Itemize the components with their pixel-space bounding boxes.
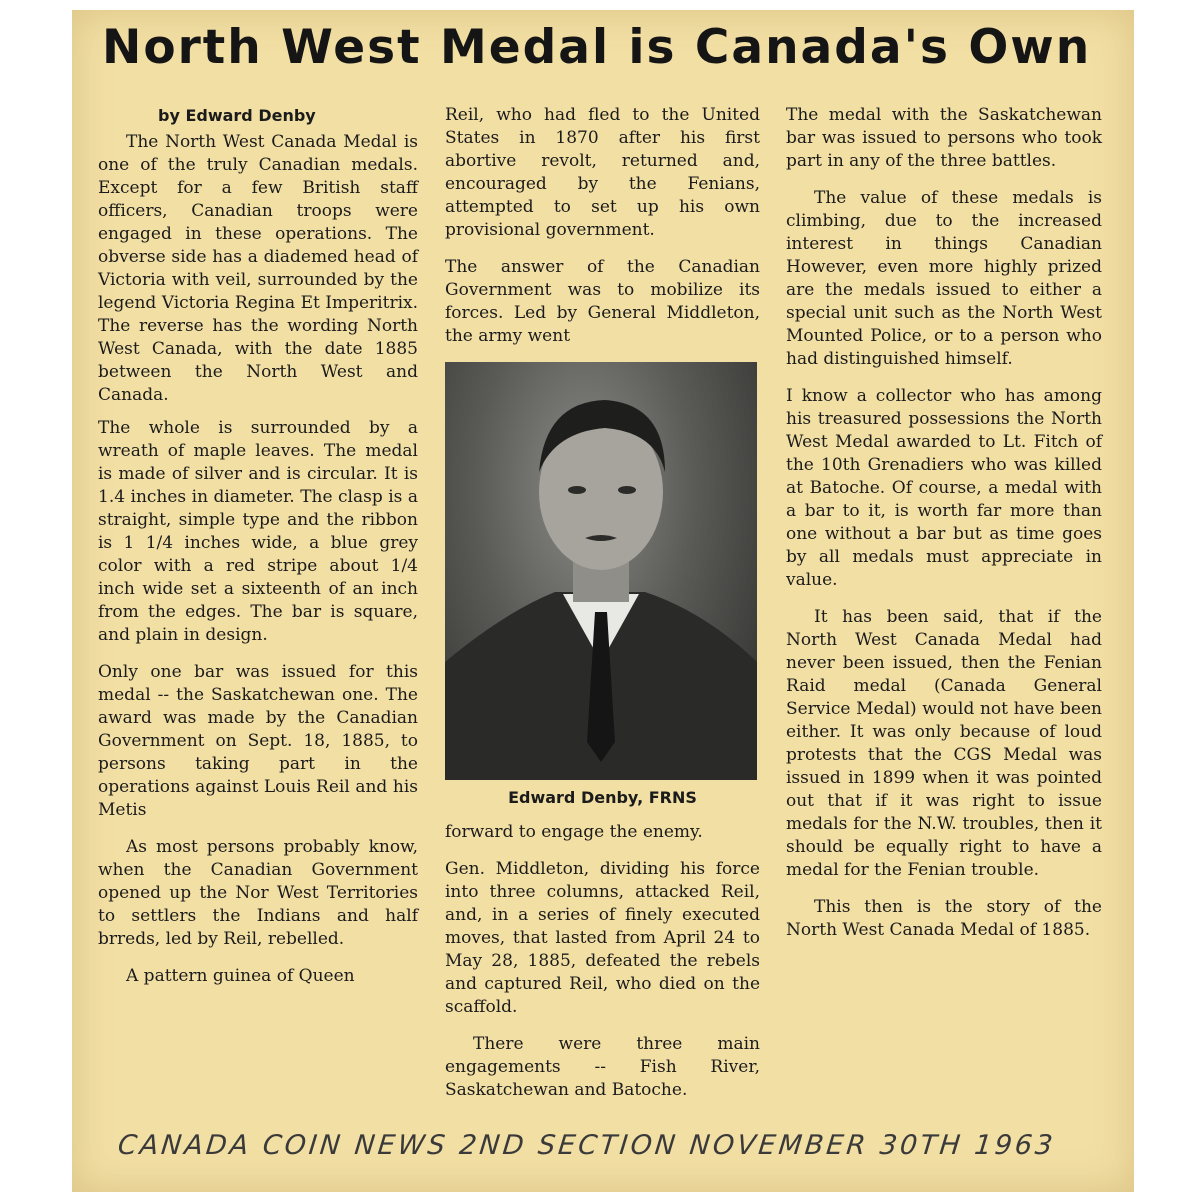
headline: North West Medal is Canada's Own [102, 20, 1092, 75]
paragraph: Reil, who had fled to the United States in 1870 after his first abortive revolt, returned and, encouraged by the Fenians, attempted to set up his own provisional government. [445, 105, 760, 240]
paragraph: The value of these medals is climbing, due to the increased interest in things Canadian However, even more highly prized are the medals issued to either a special unit such as the North West Mounted Police, or to a person who had distinguished himself. [786, 188, 1102, 369]
paragraph: I know a collector who has among his treasured possessions the North West Medal awarded to Lt. Fitch of the 10th Grenadiers who was killed at Batoche. Of course, a medal with a bar to it, is worth far more than one without a bar but as time goes by all medals must appreciate in value. [786, 386, 1102, 590]
paragraph: A pattern guinea of Queen [126, 966, 355, 986]
paragraph: forward to engage the enemy. [445, 822, 703, 842]
newspaper-clipping [72, 10, 1134, 1192]
paragraph: Only one bar was issued for this medal -- the Saskatchewan one. The award was made by the Canadian Government on Sept. 18, 1885, to persons taking part in the operations against Louis Reil and his Metis [98, 662, 418, 820]
paragraph: As most persons probably know, when the Canadian Government opened up the Nor West Territories to settlers the Indians and half brreds, led by Reil, rebelled. [98, 837, 418, 949]
handwritten-source-note: CANADA COIN NEWS 2ND SECTION NOVEMBER 30TH 1963 [116, 1130, 1057, 1161]
paragraph: The answer of the Canadian Government was to mobilize its forces. Led by General Middleton, the army went [445, 257, 760, 346]
article-column-2 [445, 104, 760, 1116]
paragraph: This then is the story of the North West Canada Medal of 1885. [786, 897, 1102, 940]
photo-caption: Edward Denby, FRNS [508, 788, 697, 807]
article-column-1 [98, 104, 418, 1002]
paragraph: There were three main engagements -- Fish River, Saskatchewan and Batoche. [445, 1034, 760, 1100]
portrait-illustration [445, 362, 757, 780]
article-column-3 [786, 104, 1102, 956]
paragraph: The medal with the Saskatchewan bar was issued to persons who took part in any of the three battles. [786, 105, 1102, 171]
paragraph: Gen. Middleton, dividing his force into three columns, attacked Reil, and, in a series of finely executed moves, that lasted from April 24 to May 28, 1885, defeated the rebels and captured Reil, who died on the scaffold. [445, 859, 760, 1017]
byline: by Edward Denby [158, 106, 316, 125]
paragraph: The North West Canada Medal is one of the truly Canadian medals. Except for a few British staff officers, Canadian troops were engaged in these operations. The obverse side has a diademed head of Victoria with veil, surrounded by the legend Victoria Regina Et Imperitrix. The reverse has the wording North West Canada, with the date 1885 between the North West and Canada. [98, 132, 418, 405]
author-portrait-photo [445, 362, 757, 780]
paragraph: The whole is surrounded by a wreath of maple leaves. The medal is made of silver and is circular. It is 1.4 inches in diameter. The clasp is a straight, simple type and the ribbon is 1 1/4 inches wide, a blue grey color with a red stripe about 1/4 inch wide set a sixteenth of an inch from the edges. The bar is square, and plain in design. [98, 418, 418, 645]
paragraph: It has been said, that if the North West Canada Medal had never been issued, then the Fenian Raid medal (Canada General Service Medal) would not have been either. It was only because of loud protests that the CGS Medal was issued in 1899 when it was pointed out that if it was right to issue medals for the N.W. troubles, then it should be equally right to have a medal for the Fenian trouble. [786, 607, 1102, 880]
